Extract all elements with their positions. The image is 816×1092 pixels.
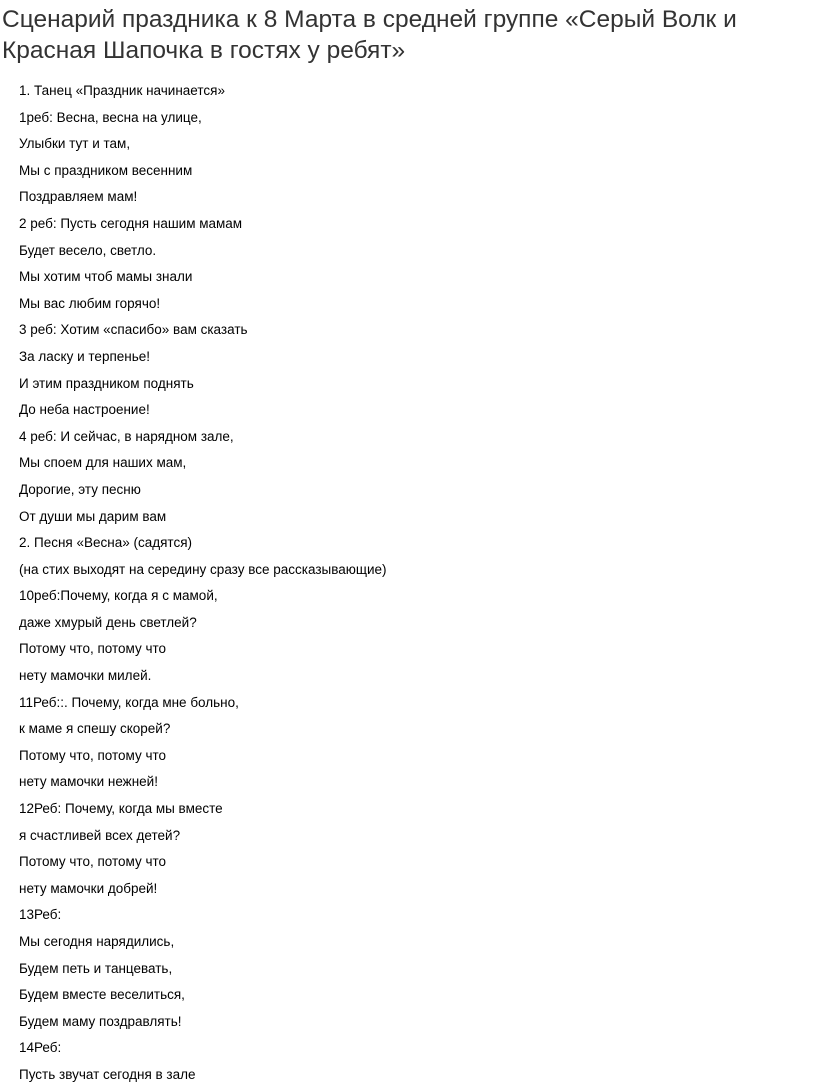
script-line: 2 реб: Пусть сегодня нашим мамам — [19, 215, 243, 231]
script-line: И этим праздником поднять — [19, 375, 194, 391]
script-line: 1. Танец «Праздник начинается» — [19, 83, 225, 98]
script-line: Потому что, потому что — [19, 747, 167, 763]
script-line: Мы сегодня нарядились, — [19, 934, 175, 949]
script-line: Мы хотим чтоб мамы знали — [19, 269, 193, 285]
script-line: 3 реб: Хотим «спасибо» вам сказать — [19, 322, 248, 338]
script-line: Пусть звучат сегодня в зале — [19, 1066, 196, 1082]
script-line: Мы с праздником весенним — [19, 162, 193, 178]
script-line: Будем петь и танцевать, — [19, 960, 173, 976]
script-line: Поздравляем мам! — [19, 189, 138, 205]
script-line: 2. Песня «Весна» (садятся) — [19, 535, 193, 551]
script-line: Улыбки тут и там, — [19, 136, 131, 152]
script-line: я счастливей всех детей? — [19, 827, 181, 843]
script-line: нету мамочки нежней! — [19, 774, 158, 790]
script-line: 13Реб: — [19, 907, 62, 923]
script-line: За ласку и терпенье! — [19, 348, 151, 364]
script-line: 4 реб: И сейчас, в нарядном зале, — [19, 428, 234, 444]
script-line: даже хмурый день светлей? — [19, 614, 197, 630]
script-line: 14Реб: — [19, 1040, 62, 1056]
script-line: Будем вместе веселиться, — [19, 987, 185, 1003]
script-line: Мы вас любим горячо! — [19, 295, 161, 311]
script-line: Будем маму поздравлять! — [19, 1013, 182, 1029]
script-line: 1реб: Весна, весна на улице, — [19, 109, 202, 125]
script-line: нету мамочки милей. — [19, 668, 152, 684]
script-line: Будет весело, светло. — [19, 242, 157, 258]
script-line: Мы споем для наших мам, — [19, 455, 187, 471]
script-line: Потому что, потому что — [19, 854, 167, 870]
script-line: 12Реб: Почему, когда мы вместе — [19, 801, 223, 817]
script-line: От души мы дарим вам — [19, 508, 167, 524]
script-line: нету мамочки добрей! — [19, 880, 158, 896]
script-line: Дорогие, эту песню — [19, 481, 141, 497]
script-lines — [19, 78, 799, 1089]
script-line: (на стих выходят на середину сразу все рассказывающие) — [19, 561, 387, 577]
script-line: До неба настроение! — [19, 402, 150, 418]
script-line: Потому что, потому что — [19, 641, 167, 657]
script-line: 10реб:Почему, когда я с мамой, — [19, 588, 218, 604]
document-title: Сценарий праздника к 8 Марта в средней группе «Серый Волк и Красная Шапочка в гостях у ребят» — [2, 6, 737, 64]
script-line: к маме я спешу скорей? — [19, 721, 171, 737]
script-line: 11Реб::. Почему, когда мне больно, — [19, 694, 239, 710]
